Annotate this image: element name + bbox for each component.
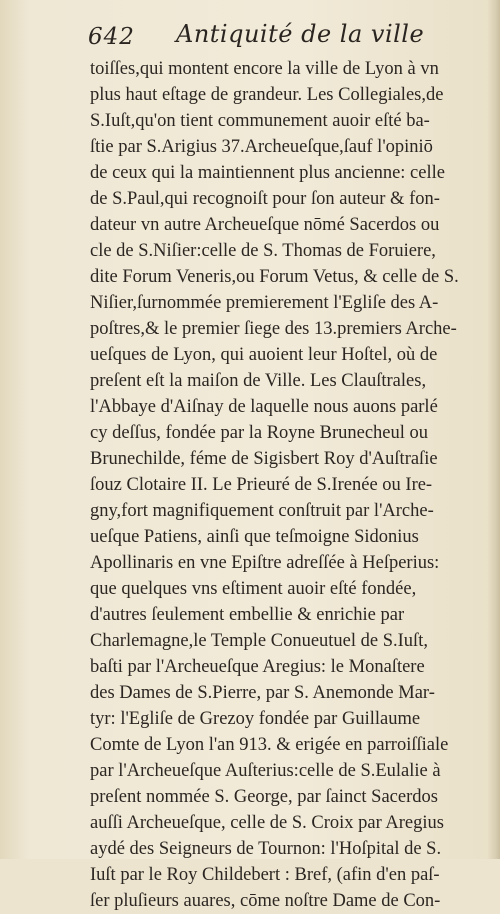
text-line: ſouz Clotaire II. Le Prieuré de S.Irenée ou Ire-	[90, 475, 433, 495]
text-line: poſtres,& le premier ſiege des 13.premiers Arche-	[90, 319, 457, 339]
text-line: de ceux qui la maintiennent plus ancienne: celle	[90, 163, 445, 183]
text-line: Apollinaris en vne Epiſtre adreſſée à Heſperius:	[90, 553, 440, 573]
text-line: toiſſes,qui montent encore la ville de Lyon à vn	[90, 59, 439, 79]
page-header	[88, 18, 483, 54]
text-line: Brunechilde, féme de Sigisbert Roy d'Auſtraſie	[90, 449, 438, 469]
text-line: l'Abbaye d'Aiſnay de laquelle nous auons parlé	[90, 397, 438, 417]
text-line: ſer pluſieurs auares, cōme noſtre Dame de Con-	[90, 891, 441, 911]
text-line: gny,fort magnifiquement conſtruit par l'Arche-	[90, 501, 434, 521]
body-text	[90, 56, 482, 914]
text-line: dateur vn autre Archeueſque nōmé Sacerdos ou	[90, 215, 440, 235]
text-line: Comte de Lyon l'an 913. & erigée en parroiſſiale	[90, 735, 449, 755]
text-line: cle de S.Niſier:celle de S. Thomas de Foruiere,	[90, 241, 436, 261]
text-line: dite Forum Veneris,ou Forum Vetus, & celle de S.	[90, 267, 459, 287]
text-line: ſtie par S.Arigius 37.Archeueſque,ſauf l'opiniō	[90, 137, 433, 157]
text-line: baſti par l'Archeueſque Aregius: le Monaſtere	[90, 657, 425, 677]
text-line: que quelques vns eſtiment auoir eſté fondée,	[90, 579, 417, 599]
text-line: preſent nommée S. George, par ſainct Sacerdos	[90, 787, 438, 807]
text-line: de S.Paul,qui recognoiſt pour ſon auteur & fon-	[90, 189, 440, 209]
text-line: S.Iuſt,qu'on tient communement auoir eſté ba-	[90, 111, 430, 131]
text-line: d'autres ſeulement embellie & enrichie par	[90, 605, 405, 625]
page-edge	[488, 0, 500, 859]
text-line: ueſque Patiens, ainſi que teſmoigne Sidonius	[90, 527, 419, 547]
text-line: aydé des Seigneurs de Tournon: l'Hoſpital de S.	[90, 839, 442, 859]
text-line: tyr: l'Egliſe de Grezoy fondée par Guillaume	[90, 709, 421, 729]
text-line: des Dames de S.Pierre, par S. Anemonde Mar-	[90, 683, 435, 703]
running-title: Antiquité de la ville	[176, 20, 425, 48]
text-line: cy deſſus, fondée par la Royne Brunecheul ou	[90, 423, 429, 443]
text-line: auſſi Archeueſque, celle de S. Croix par Aregius	[90, 813, 444, 833]
text-line: ueſques de Lyon, qui auoient leur Hoſtel, où de	[90, 345, 438, 365]
text-line: preſent eſt la maiſon de Ville. Les Clauſtrales,	[90, 371, 427, 391]
text-line: Charlemagne,le Temple Conueutuel de S.Iuſt,	[90, 631, 428, 651]
text-line: par l'Archeueſque Auſterius:celle de S.Eulalie à	[90, 761, 441, 781]
page-number: 642	[88, 24, 135, 50]
text-line: Iuſt par le Roy Childebert : Bref, (afin d'en paſ-	[90, 865, 440, 885]
text-line: Niſier,ſurnommée premierement l'Egliſe des A-	[90, 293, 439, 313]
text-line: plus haut eſtage de grandeur. Les Collegiales,de	[90, 85, 444, 105]
